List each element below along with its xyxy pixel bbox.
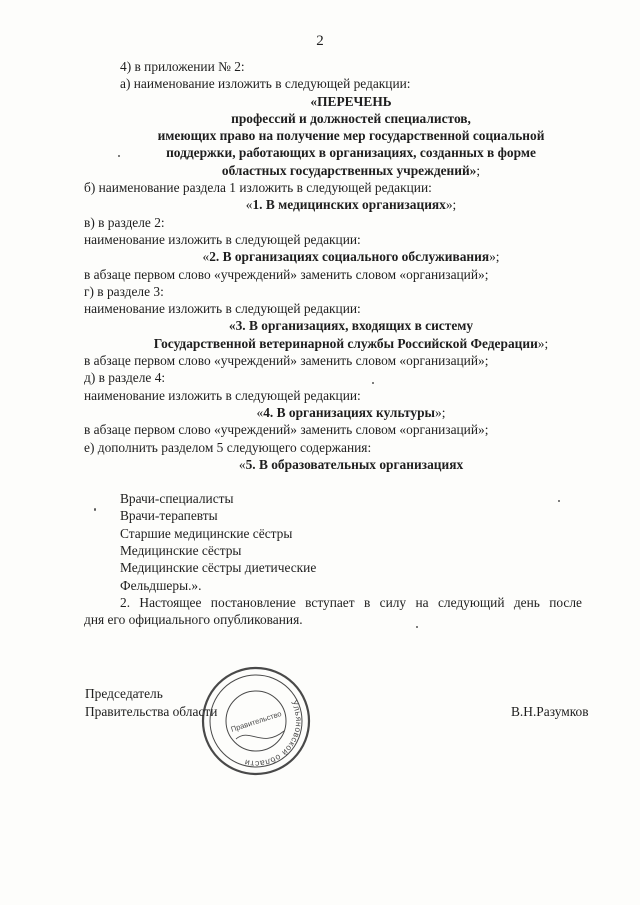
item4v-line: в) в разделе 2: xyxy=(84,214,165,230)
section3-title-line2-text: Государственной ветеринарной службы Российской Федерации xyxy=(153,335,538,351)
section5-open-quote: « xyxy=(238,456,246,472)
item4b-line: б) наименование раздела 1 изложить в следующей редакции: xyxy=(84,180,432,196)
section1-open-quote: « xyxy=(245,197,253,213)
page-number: 2 xyxy=(316,33,324,49)
signatory-position-line1: Председатель xyxy=(85,686,163,701)
scan-speck xyxy=(94,508,96,511)
list-title-block xyxy=(120,93,582,179)
scan-speck xyxy=(372,382,374,384)
seal-emblem-stroke xyxy=(236,731,284,739)
seal-center-text: Правительство xyxy=(229,709,283,734)
list-title-line5 xyxy=(120,162,582,179)
section1-text: 1. В медицинских организациях xyxy=(252,197,446,213)
signatory-position-line2: Правительства области xyxy=(85,703,218,719)
item4e-line: е) дополнить разделом 5 следующего содержания: xyxy=(84,439,372,455)
section1-title xyxy=(120,196,582,213)
section4-open-quote: « xyxy=(256,404,264,420)
section5-text: 5. В образовательных организациях xyxy=(245,456,464,472)
scan-speck xyxy=(118,155,120,157)
section1-close: »; xyxy=(445,197,457,213)
section4-close: »; xyxy=(435,404,446,420)
section4-text: 4. В организациях культуры xyxy=(263,404,436,420)
item4g-name-line: наименование изложить в следующей редакции: xyxy=(84,301,361,317)
item4g-abzac-line: в абзаце первом слово «учреждений» заменить словом «организаций»; xyxy=(84,353,489,369)
item4d-abzac-line: в абзаце первом слово «учреждений» заменить словом «организаций»; xyxy=(84,422,489,438)
list-title-line4: поддержки, работающих в организациях, созданных в форме xyxy=(166,145,536,161)
scan-speck xyxy=(558,500,560,502)
section5-title xyxy=(120,456,582,473)
seal-ring-text: Ульяновской области xyxy=(243,698,305,770)
signatory-position xyxy=(85,685,217,720)
list-item: Врачи-специалисты xyxy=(120,491,234,507)
item4a-line: а) наименование изложить в следующей редакции: xyxy=(120,76,411,92)
section3-title-line2 xyxy=(120,335,582,352)
list-item: Медицинские сёстры xyxy=(120,543,242,559)
section3-close: »; xyxy=(537,335,549,351)
item4d-name-line: наименование изложить в следующей редакции: xyxy=(84,387,361,403)
official-seal xyxy=(200,665,312,777)
section2-title xyxy=(120,248,582,265)
list-title-line5-text: областных государственных учреждений» xyxy=(221,162,477,178)
list-title-line1: «ПЕРЕЧЕНЬ xyxy=(310,93,392,109)
signatory-name: В.Н.Разумков xyxy=(511,704,589,719)
signatory-name-block xyxy=(511,703,589,721)
list-item: Фельдшеры.». xyxy=(120,577,202,593)
list-item: Медицинские сёстры диетические xyxy=(120,560,317,576)
item4d-line: д) в разделе 4: xyxy=(84,370,166,386)
section3-title-line1: «3. В организациях, входящих в систему xyxy=(228,318,474,334)
spacer xyxy=(120,473,582,490)
list-title-line5-punct: ; xyxy=(476,162,481,178)
list-item: Врачи-терапевты xyxy=(120,508,218,524)
section2-text: 2. В организациях социального обслуживания xyxy=(209,249,490,265)
section4-title xyxy=(120,404,582,421)
section2-open-quote: « xyxy=(202,249,210,265)
item4v-name-line: наименование изложить в следующей редакции: xyxy=(84,231,361,247)
item2-line1: 2. Настоящее постановление вступает в силу на следующий день после xyxy=(120,594,582,610)
list-title-line2: профессий и должностей специалистов, xyxy=(231,110,471,126)
section2-close: »; xyxy=(489,249,500,265)
item4-heading: 4) в приложении № 2: xyxy=(120,59,245,74)
item4g-line: г) в разделе 3: xyxy=(84,283,164,299)
item2-line2: дня его официального опубликования. xyxy=(84,612,303,628)
list-title-line3: имеющих право на получение мер государственной социальной xyxy=(157,128,545,144)
item4v-abzac-line: в абзаце первом слово «учреждений» заменить словом «организаций»; xyxy=(84,266,489,282)
list-item: Старшие медицинские сёстры xyxy=(120,525,293,541)
document-body xyxy=(84,58,582,629)
scan-speck xyxy=(416,626,418,628)
